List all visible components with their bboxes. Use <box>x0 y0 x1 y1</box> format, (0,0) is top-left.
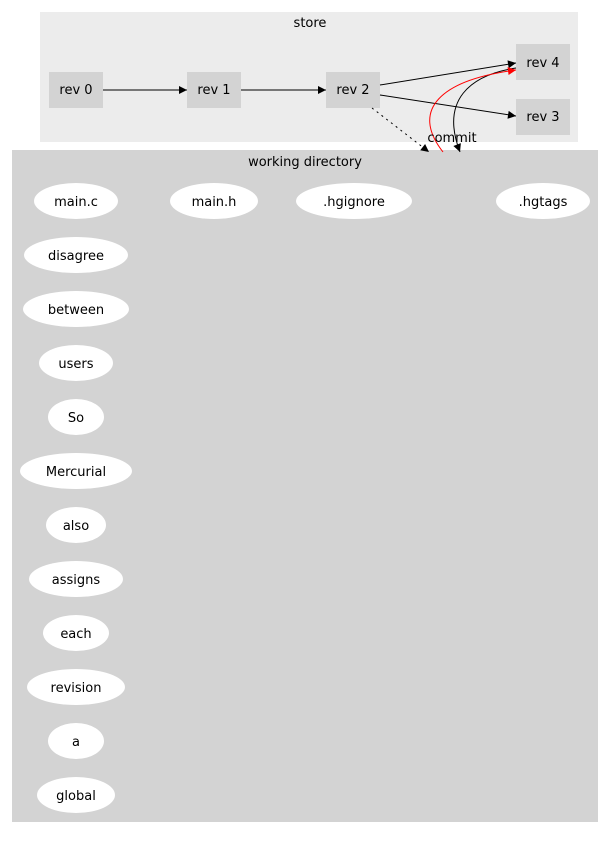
word-node-disagree[interactable] <box>24 237 128 273</box>
word-node-revision[interactable] <box>27 669 125 705</box>
file-node-hgignore[interactable] <box>296 183 412 219</box>
word-node-disagree-label: disagree <box>48 249 104 264</box>
store-cluster-background <box>40 12 578 142</box>
word-node-between[interactable] <box>23 291 129 327</box>
word-node-mercurial[interactable] <box>20 453 132 489</box>
file-node-main-c-label: main.c <box>54 195 98 210</box>
word-node-global-label: global <box>56 789 96 804</box>
word-node-so[interactable] <box>48 399 104 435</box>
word-node-assigns-label: assigns <box>51 573 101 588</box>
file-node-hgignore-label: .hgignore <box>323 195 385 210</box>
word-node-a-label: a <box>72 735 80 750</box>
commit-label: commit <box>427 131 477 146</box>
rev-node-0-label: rev 0 <box>59 83 93 98</box>
store-cluster <box>40 12 578 142</box>
word-node-each[interactable] <box>43 615 109 651</box>
rev-node-4[interactable] <box>516 44 570 80</box>
file-node-main-h-label: main.h <box>191 195 237 210</box>
word-node-between-label: between <box>47 303 105 318</box>
word-node-users[interactable] <box>39 345 113 381</box>
word-node-so-label: So <box>67 411 85 426</box>
rev-node-2-label: rev 2 <box>336 83 370 98</box>
file-node-main-h[interactable] <box>170 183 258 219</box>
rev-node-4-label: rev 4 <box>526 56 560 71</box>
rev-node-2[interactable] <box>326 72 380 108</box>
rev-node-1[interactable] <box>187 72 241 108</box>
store-cluster-title: store <box>293 16 327 31</box>
word-node-a[interactable] <box>48 723 104 759</box>
word-node-mercurial-label: Mercurial <box>45 465 107 480</box>
word-node-each-label: each <box>60 627 92 642</box>
rev-node-3-label: rev 3 <box>526 110 560 125</box>
word-node-global[interactable] <box>37 777 115 813</box>
word-node-users-label: users <box>58 357 94 372</box>
file-node-main-c[interactable] <box>34 183 118 219</box>
file-node-hgtags[interactable] <box>496 183 590 219</box>
word-node-revision-label: revision <box>50 681 102 696</box>
rev-node-1-label: rev 1 <box>197 83 231 98</box>
rev-node-3[interactable] <box>516 99 570 135</box>
word-node-also-label: also <box>62 519 90 534</box>
working-directory-title: working directory <box>248 155 362 170</box>
rev-node-0[interactable] <box>49 72 103 108</box>
word-node-also[interactable] <box>46 507 106 543</box>
word-node-assigns[interactable] <box>29 561 123 597</box>
file-node-hgtags-label: .hgtags <box>518 195 568 210</box>
